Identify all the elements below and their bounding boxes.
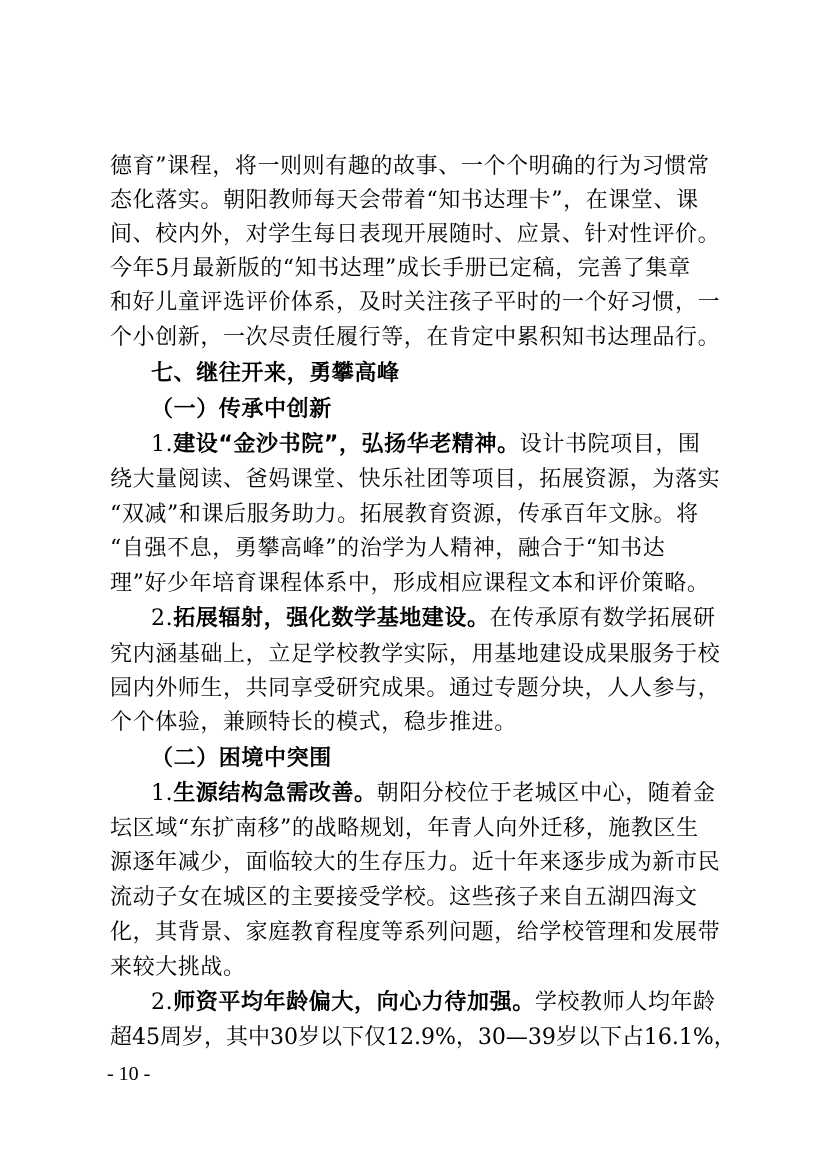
page-number: - 10 -: [107, 1063, 151, 1085]
paragraph-line: 个小创新，一次尽责任履行等，在肯定中累积知书达理品行。: [110, 325, 721, 350]
paragraph-line: 绕大量阅读、爸妈课堂、快乐社团等项目，拓展资源，为落实: [110, 467, 721, 492]
paragraph-line: 和好儿童评选评价体系，及时关注孩子平时的一个好习惯，一: [110, 290, 721, 315]
paragraph-line: 园内外师生，共同享受研究成果。通过专题分块，人人参与，: [110, 676, 721, 701]
item-line: 2.拓展辐射，强化数学基地建设。在传承原有数学拓展研: [151, 606, 716, 631]
subsection-heading: （二）困境中突围: [151, 746, 332, 771]
item-line: 1.建设“金沙书院”，弘扬华老精神。设计书院项目，围: [151, 432, 701, 457]
paragraph-line: 化，其背景、家庭教育程度等系列问题，给学校管理和发展带: [110, 920, 721, 945]
paragraph-line: 究内涵基础上，立足学校教学实际，用基地建设成果服务于校: [110, 642, 721, 667]
paragraph-line: “双减”和课后服务助力。拓展教育资源，传承百年文脉。将: [110, 502, 699, 527]
paragraph-line: 间、校内外，对学生每日表现开展随时、应景、针对性评价。: [110, 222, 721, 247]
paragraph-line: 超45周岁，其中30岁以下仅12.9%，30—39岁以下占16.1%，: [110, 1025, 736, 1050]
paragraph-line: 流动子女在城区的主要接受学校。这些孩子来自五湖四海文: [110, 885, 698, 910]
section-heading: 七、继往开来，勇攀高峰: [151, 361, 400, 386]
paragraph-line: 今年5月最新版的“知书达理”成长手册已定稿，完善了集章: [110, 256, 691, 281]
item-line: 2.师资平均年龄偏大，向心力待加强。学校教师人均年龄: [151, 990, 716, 1015]
item-line: 1.生源结构急需改善。朝阳分校位于老城区中心，随着金: [151, 781, 716, 806]
paragraph-line: 源逐年减少，面临较大的生存压力。近十年来逐步成为新市民: [110, 850, 721, 875]
paragraph-line: 理”好少年培育课程体系中，形成相应课程文本和评价策略。: [110, 571, 710, 596]
paragraph-line: 态化落实。朝阳教师每天会带着“知书达理卡”，在课堂、课: [110, 188, 699, 213]
subsection-heading: （一）传承中创新: [151, 397, 332, 422]
paragraph-line: 德育”课程，将一则则有趣的故事、一个个明确的行为习惯常: [110, 154, 710, 179]
paragraph-line: 来较大挑战。: [110, 955, 246, 980]
paragraph-line: “自强不息，勇攀高峰”的治学为人精神，融合于“知书达: [110, 536, 666, 561]
paragraph-line: 个个体验，兼顾特长的模式，稳步推进。: [110, 710, 517, 735]
paragraph-line: 坛区域“东扩南移”的战略规划，年青人向外迁移，施教区生: [110, 816, 699, 841]
